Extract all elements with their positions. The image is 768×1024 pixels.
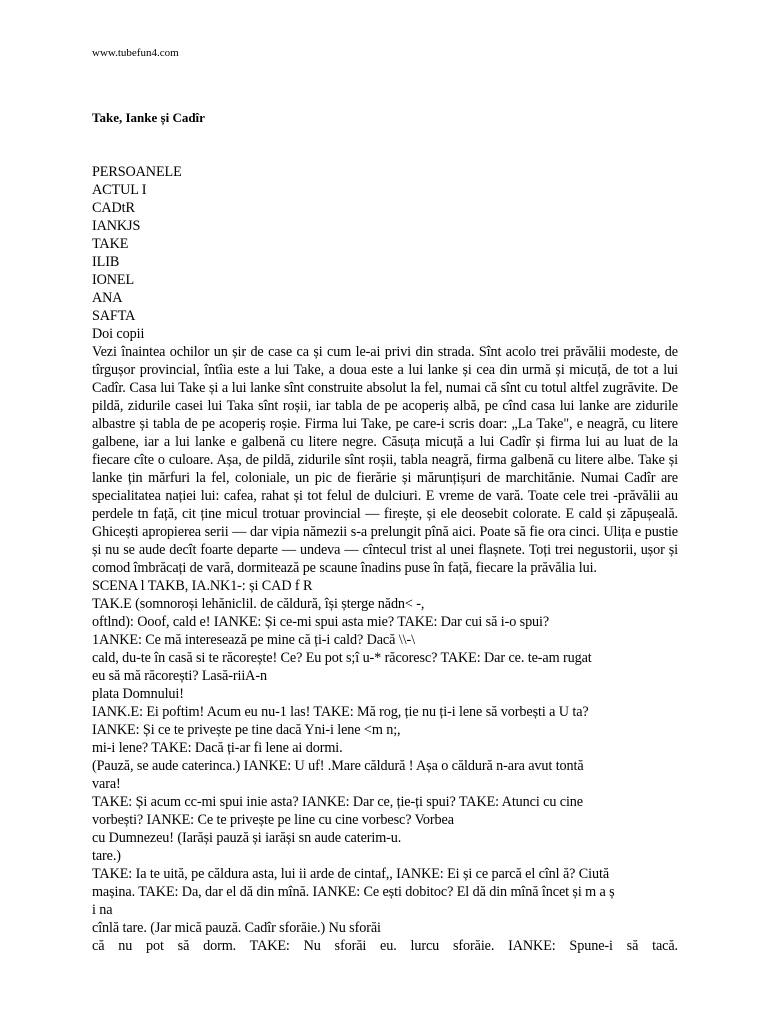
dialogue-line: 1ANKE: Ce mă interesează pe mine că ți-i cald? Dacă \\-\ (92, 632, 415, 648)
dialogue-line: TAK.E (somnoroși lehăniclil. de căldură, își șterge nădn< -, (92, 596, 425, 612)
dialogue-line: plata Domnului! (92, 686, 184, 702)
dialogue-line: cu Dumnezeu! (Iarăși pauză și iarăși sn aude caterim-u. (92, 830, 402, 846)
dialogue-line: vorbești? IANKE: Ce te privește pe line cu cine vorbesc? Vorbea (92, 812, 454, 828)
persons-line: TAKE (92, 236, 129, 252)
persons-line: Doi copii (92, 326, 145, 342)
dialogue-line: mi-i lene? TAKE: Dacă ți-ar fi lene ai dormi. (92, 740, 343, 756)
document-title: Take, Ianke și Cadîr (92, 110, 205, 125)
persons-line: PERSOANELE (92, 164, 182, 180)
dialogue-line: TAKE: Și acum cc-mi spui inie asta? IANKE: Dar ce, ție-ți spui? TAKE: Atunci cu cine (92, 794, 584, 810)
persons-line: SAFTA (92, 308, 136, 324)
dialogue-line: i na (92, 902, 113, 918)
persons-line: ACTUL I (92, 182, 147, 198)
persons-line: IANKJS (92, 218, 141, 234)
dialogue-line: IANK.E: Ei poftim! Acum eu nu-1 las! TAKE: Mă rog, ție nu ți-i lene să vorbești a U ta? (92, 704, 589, 720)
dialogue-line: oftlnd): Ooof, cald e! IANKE: Și ce-mi spui asta mie? TAKE: Dar cui să i-o spui? (92, 614, 550, 630)
dialogue-line: tare.) (92, 848, 121, 864)
dialogue-line: eu să mă răcorești? Lasă-riiA-n (92, 668, 267, 684)
dialogue-line: IANKE: Și ce te privește pe tine dacă Yni-i lene <m n;, (92, 722, 401, 738)
document-body (92, 163, 678, 955)
persons-line: ANA (92, 290, 123, 306)
dialogue-line: vara! (92, 776, 121, 792)
dialogue-line: cald, du-te în casă si te răcorește! Ce? Eu pot s;î u-* răcoresc? TAKE: Dar ce. te-am rugat (92, 650, 592, 666)
stage-description: Vezi înaintea ochilor un șir de case ca și cum le-ai privi din strada. Sînt acolo trei prăvălii modeste, de tîrgușor provincial, întîia este a lui Take, a doua este a lui lanke și cea din urmă și micuță, de tot a lui Cadîr. Casa lui Take și a lui lanke sînt construite absolut la fel, numai că sînt cu totul altfel zugrăvite. De pildă, zidurile casei lui Taka sînt roșii, iar tabla de pe acoperiș albă, pe cînd casa lui lanke are zidurile albastre și tabla de pe acoperiș roșie. Firma lui Take, pe care-i scris doar: „La Take", e neagră, cu litere galbene, iar a lui lanke e galbenă cu litere negre. Căsuța micuță a lui Cadîr și firma lui au luat de la fiecare cîte o culoare. Așa, de pildă, zidurile sînt roșii, tabla neagră, firma galbenă cu litere albe. Take și lanke țin mărfuri la fel, coloniale, un pic de fierărie și mărunțișuri de marchităniе. Numai Cadîr are specialitatea nației lui: cafea, rahat și tot felul de dulciuri. E vreme de vară. Toate cele trei -prăvălii au perdele tn față, cit ține micul trotuar provincial — firește, și ele deosebit colorate. E cald și zăpușeală. Ghicești apropierea serii — dar vipia nămezii s-a prelungit pînă aici. Poate să fie ora cinci. Ulița e pustie și nu se aude decît foarte departe — undeva — cîntecul trist al unei flașnete. Toți trei negustorii, ușor și comod îmbrăcați de vară, dormitează pe scaune înadins puse în față, fiecare la prăvălia lui. (92, 344, 678, 576)
dialogue-line: că nu pot să dorm. TAKE: Nu sforăi eu. lurcu sforăie. IANKE: Spune-i să tacă. (92, 938, 678, 954)
persons-line: CADtR (92, 200, 135, 216)
dialogue-line: TAKE: Ia te uită, pe căldura asta, lui ii arde de cintaf,, IANKE: Ei și ce parcă el cînl ă? Ciută (92, 866, 610, 882)
source-url: www.tubefun4.com (92, 47, 179, 59)
dialogue-line: SCENA l TAKB, IA.NK1-: și CAD f R (92, 578, 313, 594)
dialogue-line: mașina. TAKE: Da, dar el dă din mînă. IANKE: Ce ești dobitoc? El dă din mînă încet și m a ș (92, 884, 615, 900)
persons-line: IONEL (92, 272, 135, 288)
dialogue-line: cînlă tare. (Jar mică pauză. Cadîr sforăie.) Nu sforăi (92, 920, 381, 936)
persons-line: ILIB (92, 254, 120, 270)
dialogue-line: (Pauză, se aude caterinca.) IANKE: U uf! .Mare căldură ! Așa o căldură n-ara avut tontă (92, 758, 584, 774)
